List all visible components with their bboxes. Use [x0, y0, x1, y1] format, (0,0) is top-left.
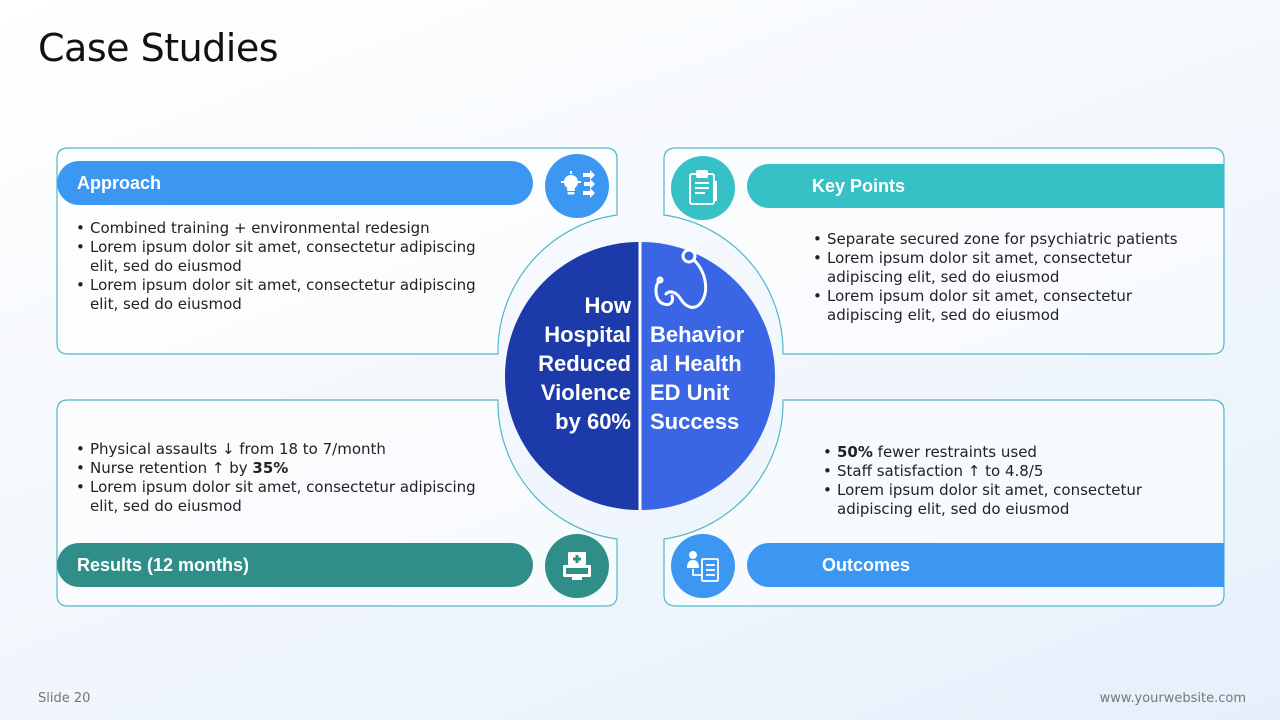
list-item: • Separate secured zone for psychiatric patients [813, 230, 1203, 249]
page-title: Case Studies [38, 26, 279, 70]
outcomes-icon-circle [671, 534, 735, 598]
stethoscope-icon [650, 246, 712, 314]
center-right-title [650, 320, 770, 436]
approach-label: Approach [77, 172, 162, 193]
slide-number: Slide 20 [38, 691, 91, 706]
outcomes-label: Outcomes [822, 554, 911, 575]
key-points-header [747, 164, 1224, 208]
bullet-highlight: 35% [252, 459, 289, 477]
outcomes-header [747, 543, 1224, 587]
center-left-line: How [584, 293, 631, 318]
center-left-line: Violence [540, 380, 631, 405]
bullet-highlight: 50% [837, 443, 873, 461]
medical-monitor-icon [560, 549, 594, 583]
results-header [57, 543, 533, 587]
list-item: • Lorem ipsum dolor sit amet, consectetur adipiscing elit, sed do eiusmod [813, 249, 1203, 287]
bullet-text: Nurse retention ↑ by [90, 459, 253, 477]
approach-header [57, 161, 533, 205]
center-right-line: Success [650, 409, 740, 434]
list-item: • Physical assaults ↓ from 18 to 7/month [76, 440, 496, 459]
center-left-line: Hospital [544, 322, 631, 347]
center-right-line: al Health [650, 351, 742, 376]
center-left-title [508, 291, 631, 436]
lightbulb-arrows-icon [557, 168, 597, 204]
list-item: • Lorem ipsum dolor sit amet, consectetur adipiscing elit, sed do eiusmod [76, 276, 496, 314]
website-link[interactable]: www.yourwebsite.com [1099, 691, 1246, 706]
list-item [76, 459, 496, 478]
results-list [76, 440, 496, 516]
center-right-line: Behavior [650, 322, 745, 347]
list-item: • Staff satisfaction ↑ to 4.8/5 [823, 462, 1203, 481]
list-item: • Lorem ipsum dolor sit amet, consectetur adipiscing elit, sed do eiusmod [813, 287, 1203, 325]
list-item [823, 443, 1203, 462]
outcomes-list [823, 443, 1203, 519]
key-points-label: Key Points [812, 175, 906, 196]
results-label: Results (12 months) [77, 554, 250, 575]
key-points-list [813, 230, 1203, 325]
doctor-checklist-icon [685, 548, 721, 584]
key-points-icon-circle [671, 156, 735, 220]
center-left-line: Reduced [538, 351, 631, 376]
list-item: • Lorem ipsum dolor sit amet, consectetur adipiscing elit, sed do eiusmod [76, 478, 496, 516]
approach-icon-circle [545, 154, 609, 218]
center-right-line: ED Unit [650, 380, 730, 405]
center-left-line: by 60% [555, 409, 631, 434]
list-item: • Combined training + environmental redesign [76, 219, 496, 238]
bullet-text: fewer restraints used [872, 443, 1037, 461]
clipboard-icon [687, 169, 719, 207]
list-item: • Lorem ipsum dolor sit amet, consectetur adipiscing elit, sed do eiusmod [823, 481, 1203, 519]
approach-list [76, 219, 496, 314]
list-item: • Lorem ipsum dolor sit amet, consectetur adipiscing elit, sed do eiusmod [76, 238, 496, 276]
results-icon-circle [545, 534, 609, 598]
